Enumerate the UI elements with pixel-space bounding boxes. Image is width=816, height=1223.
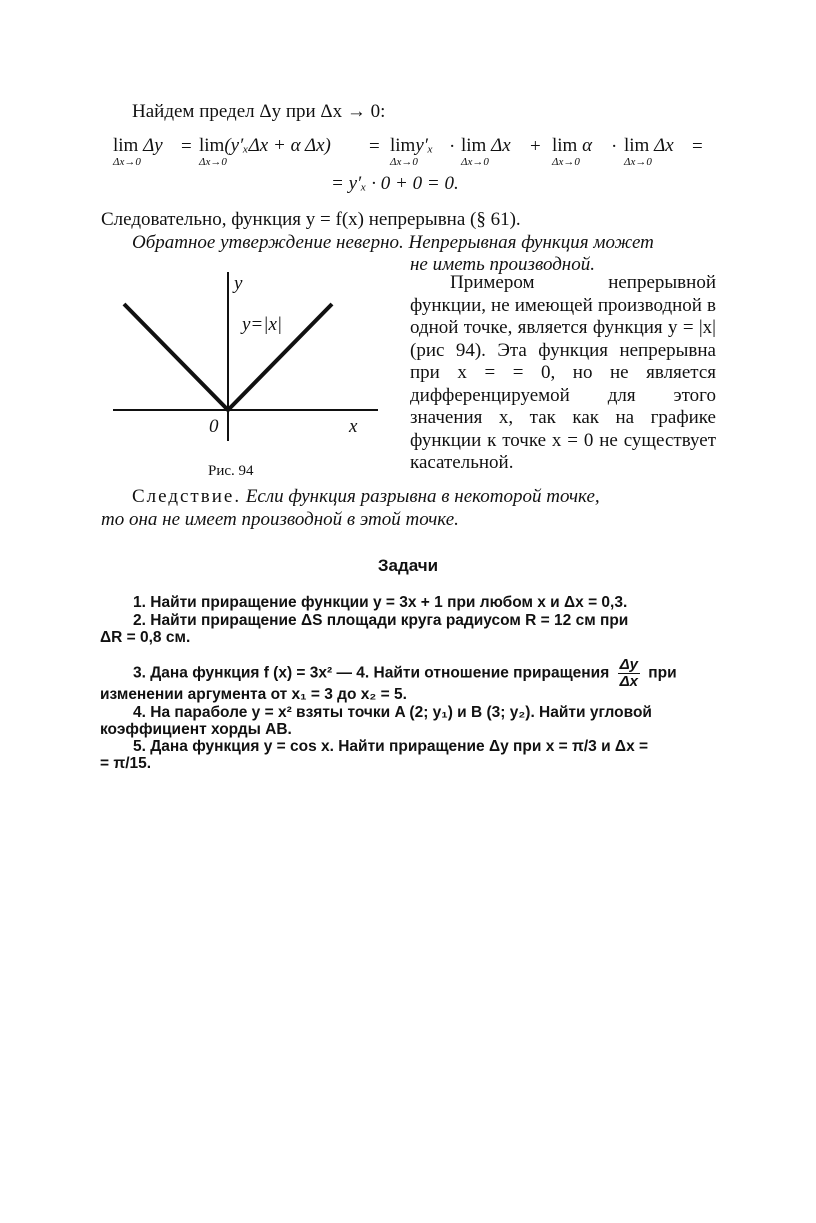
lim-sub: Δx→0 xyxy=(390,156,418,168)
lim-term: α xyxy=(582,135,593,156)
task-text: На параболе y = x² взяты точки A (2; y₁) и B (3; y₂). Найти угловой xyxy=(150,704,652,721)
converse-line-2: не иметь производной. xyxy=(410,254,595,275)
example-text: Примером непрерывной функции, не имеющей производной в одной точке, является функция y = |x| (рис 94). Эта функция непрерывна при x = = 0, но не является дифференцируемой для этого значения x, так как на графике функции к точке x = 0 не существует касательной. xyxy=(410,272,716,473)
tasks-heading: Задачи xyxy=(377,556,439,575)
task-1 xyxy=(133,594,627,612)
lim-term: (y′ₓΔx + α Δx) xyxy=(224,135,331,156)
lim-sub: Δx→0 xyxy=(199,156,227,168)
fraction-denominator: Δx xyxy=(619,673,638,690)
equals: = xyxy=(181,136,192,157)
corollary-label: Следствие. xyxy=(132,486,242,507)
task-text: Дана функция f (x) = 3x² — 4. Найти отношение приращения xyxy=(150,664,610,682)
task-5-cont: = π/15. xyxy=(100,755,152,772)
lim-word: lim xyxy=(624,135,650,156)
intro-line: Найдем предел Δy при Δx → 0: xyxy=(132,101,386,122)
task-4 xyxy=(133,704,652,722)
task-5 xyxy=(133,738,648,756)
task-text: Найти приращение ΔS площади круга радиусом R = 12 см при xyxy=(150,612,629,629)
task-4-cont: коэффициент хорды AB. xyxy=(100,721,292,738)
task-number: 3. xyxy=(133,664,146,682)
figure-caption: Рис. 94 xyxy=(208,463,254,479)
lim-term: Δx xyxy=(491,135,511,156)
task-text: Дана функция y = cos x. Найти приращение Δy при x = π/3 и Δx = xyxy=(150,738,649,755)
lim-term: Δy xyxy=(143,135,163,156)
task-number: 1. xyxy=(133,594,146,611)
lim-term: Δx xyxy=(654,135,674,156)
lim-word: lim xyxy=(461,135,487,156)
x-axis-label: x xyxy=(349,416,358,437)
lim-sub: Δx→0 xyxy=(552,156,580,168)
plus-operator: + xyxy=(530,136,541,157)
task-number: 2. xyxy=(133,612,146,629)
lim-word: lim xyxy=(390,135,416,156)
corollary-text: Если функция разрывна в некоторой точке, xyxy=(245,486,600,507)
task-2-cont: ΔR = 0,8 см. xyxy=(100,629,191,646)
converse-line-1: Обратное утверждение неверно. Непрерывная функция может xyxy=(132,232,654,253)
dot-operator: · xyxy=(611,136,618,157)
lim-word: lim xyxy=(199,135,225,156)
lim-word: lim xyxy=(113,135,139,156)
example-paragraph xyxy=(410,272,716,475)
task-number: 5. xyxy=(133,738,146,755)
equals: = xyxy=(692,136,703,157)
lim-sub: Δx→0 xyxy=(624,156,652,168)
y-axis-label: y xyxy=(234,273,243,294)
task-3-cont: изменении аргумента от x₁ = 3 до x₂ = 5. xyxy=(100,686,407,703)
lim-sub: Δx→0 xyxy=(461,156,489,168)
lim-term: y′ₓ xyxy=(415,135,434,156)
task-number: 4. xyxy=(133,704,146,721)
origin-label: 0 xyxy=(209,416,219,437)
lim-sub: Δx→0 xyxy=(113,156,141,168)
limit-result: = y′ₓ · 0 + 0 = 0. xyxy=(331,173,459,194)
task-2 xyxy=(133,612,628,630)
lim-word: lim xyxy=(552,135,578,156)
equals: = xyxy=(369,136,380,157)
fraction-numerator: Δy xyxy=(619,656,638,673)
corollary-line-1 xyxy=(132,486,600,508)
task-text-after: при xyxy=(648,664,677,682)
conclusion: Следовательно, функция y = f(x) непрерывна (§ 61). xyxy=(101,209,521,230)
dot-operator: · xyxy=(449,136,456,157)
task-text: Найти приращение функции y = 3x + 1 при любом x и Δx = 0,3. xyxy=(150,594,628,611)
corollary-line-2: то она не имеет производной в этой точке. xyxy=(101,509,459,530)
fraction-dy-dx xyxy=(618,657,640,690)
curve-label: y=|x| xyxy=(242,314,283,335)
